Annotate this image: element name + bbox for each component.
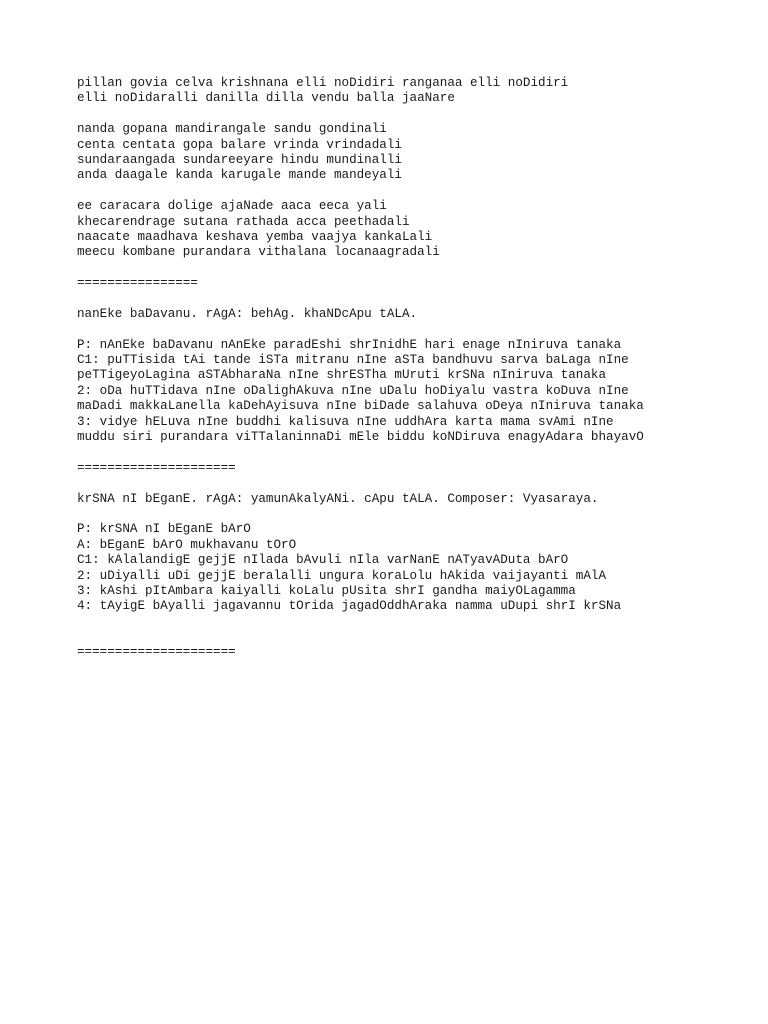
separator-line: ===================== <box>77 645 236 660</box>
blank-line <box>77 445 757 460</box>
blank-line <box>77 630 757 645</box>
text-line: nanda gopana mandirangale sandu gondinali <box>77 122 387 137</box>
blank-line <box>77 107 757 122</box>
blank-line <box>77 615 757 630</box>
text-line: C1: puTTisida tAi tande iSTa mitranu nIne aSTa bandhuvu sarva baLaga nIne <box>77 353 629 368</box>
text-line: 2: oDa huTTidava nIne oDalighAkuva nIne uDalu hoDiyalu vastra koDuva nIne <box>77 383 629 398</box>
text-line: peTTigeyoLagina aSTAbharaNa nIne shrESTha mUruti krSNa nIniruva tanaka <box>77 368 607 383</box>
section-verse-2 <box>77 199 757 261</box>
separator-line: ================ <box>77 276 198 291</box>
text-line: 2: uDiyalli uDi gejjE beralalli ungura koraLolu hAkida vaijayanti mAlA <box>77 568 607 583</box>
blank-line <box>77 291 757 306</box>
text-line: 3: vidye hELuva nIne buddhi kalisuva nIne uddhAra karta mama svAmi nIne <box>77 414 614 429</box>
blank-line <box>77 507 757 522</box>
text-line: meecu kombane purandara vithalana locanaagradali <box>77 245 440 260</box>
text-line: ee caracara dolige ajaNade aaca eeca yali <box>77 199 387 214</box>
text-line: centa centata gopa balare vrinda vrindadali <box>77 137 402 152</box>
section-song-2-lyrics <box>77 338 757 446</box>
text-line: elli noDidaralli danilla dilla vendu balla jaaNare <box>77 91 455 106</box>
blank-line <box>77 261 757 276</box>
text-line: P: nAnEke baDavanu nAnEke paradEshi shrInidhE hari enage nIniruva tanaka <box>77 337 622 352</box>
text-line: maDadi makkaLanella kaDehAyisuva nIne biDade salahuva oDeya nIniruva tanaka <box>77 399 644 414</box>
section-intro-lyrics <box>77 76 757 107</box>
section-song-3-lyrics <box>77 522 757 614</box>
document-page <box>77 76 757 661</box>
text-line: A: bEganE bArO mukhavanu tOrO <box>77 537 297 552</box>
blank-line <box>77 322 757 337</box>
text-line: C1: kAlalandigE gejjE nIlada bAvuli nIla varNanE nATyavADuta bArO <box>77 553 569 568</box>
text-line: P: krSNA nI bEganE bArO <box>77 522 251 537</box>
text-line: muddu siri purandara viTTalaninnaDi mEle biddu koNDiruva enagyAdara bhayavO <box>77 429 644 444</box>
section-verse-1 <box>77 122 757 184</box>
text-line: sundaraangada sundareeyare hindu mundinalli <box>77 152 402 167</box>
text-line: pillan govia celva krishnana elli noDidiri ranganaa elli noDidiri <box>77 76 569 90</box>
separator-line: ===================== <box>77 460 236 475</box>
text-line: naacate maadhava keshava yemba vaajya kankaLali <box>77 229 433 244</box>
text-line: anda daagale kanda karugale mande mandeyali <box>77 168 402 183</box>
text-line: 3: kAshi pItAmbara kaiyalli koLalu pUsita shrI gandha maiyOLagamma <box>77 583 576 598</box>
text-line: khecarendrage sutana rathada acca peethadali <box>77 214 410 229</box>
text-line: 4: tAyigE bAyalli jagavannu tOrida jagadOddhAraka namma uDupi shrI krSNa <box>77 599 622 614</box>
song-heading: krSNA nI bEganE. rAgA: yamunAkalyANi. cApu tALA. Composer: Vyasaraya. <box>77 491 599 506</box>
blank-line <box>77 476 757 491</box>
song-heading: nanEke baDavanu. rAgA: behAg. khaNDcApu tALA. <box>77 306 418 321</box>
blank-line <box>77 184 757 199</box>
